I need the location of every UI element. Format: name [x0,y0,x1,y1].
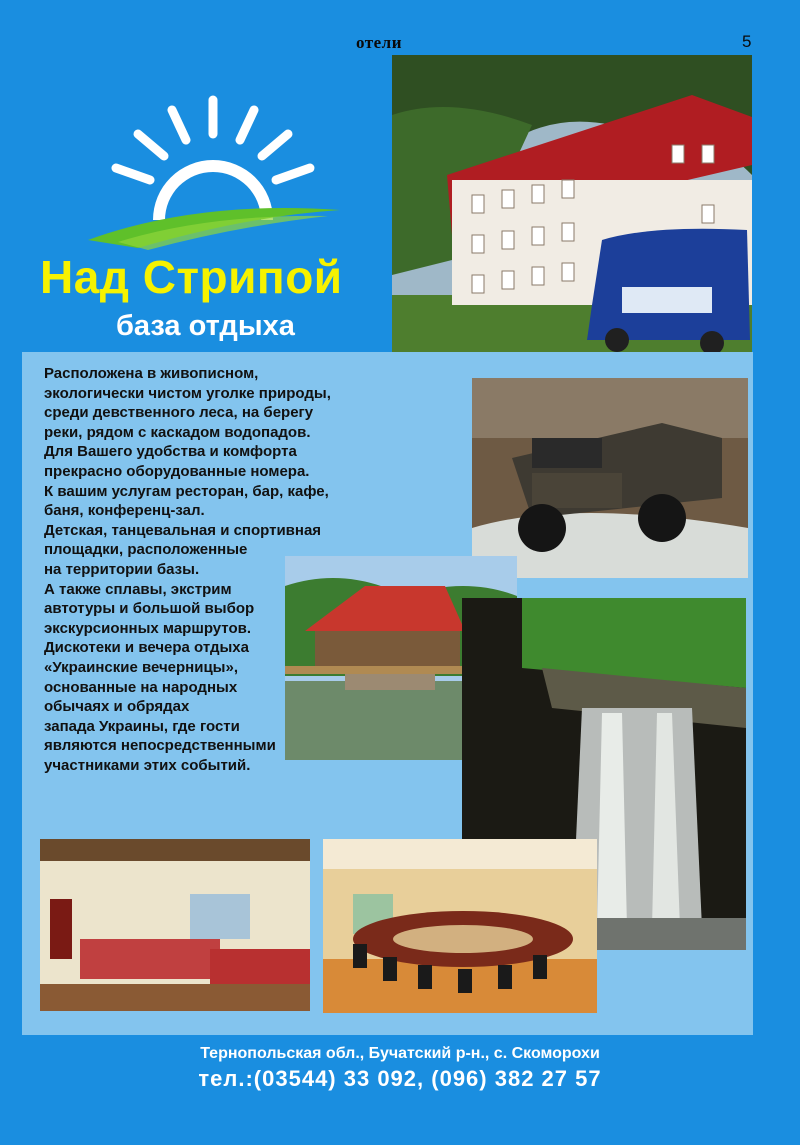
description-line: Дискотеки и вечера отдыха [44,639,249,657]
description-line: прекрасно оборудованные номера. [44,462,310,480]
description-line: «Украинские вечерницы», [44,658,239,676]
description-line: экологически чистом уголке природы, [44,384,331,402]
description-text [44,364,364,775]
brand-title: Над Стрипой [40,251,343,303]
description-line: А также сплавы, экстрим [44,580,232,598]
offroad-jeep-photo [472,378,748,578]
description-line: являются непосредственными [44,737,276,755]
description-line: реки, рядом с каскадом водопадов. [44,423,311,441]
description-line: К вашим услугам ресторан, бар, кафе, [44,482,329,500]
description-line: участниками этих событий. [44,756,251,774]
page-number: 5 [742,32,752,51]
description-line: Детская, танцевальная и спортивная [44,521,322,539]
description-line: площадки, расположенные [44,541,248,559]
conference-room-photo [323,839,597,1013]
description-line: на территории базы. [44,560,200,578]
brand-subtitle: база отдыха [116,310,295,342]
description-line: основанные на народных [44,678,238,696]
address-text: Тернопольская обл., Бучатский р-н., с. Скоморохи [200,1045,600,1062]
description-line: Для Вашего удобства и комфорта [44,443,297,461]
description-line: обычаях и обрядах [44,698,190,716]
bedroom-photo [40,839,310,1011]
description-line: запада Украины, где гости [44,717,240,735]
section-label: отели [356,33,403,52]
description-line: Расположена в живописном, [44,365,259,382]
description-line: баня, конференц-зал. [44,502,205,520]
description-line: автотуры и большой выбор [44,600,255,618]
sun-logo [78,92,348,257]
phone-text: тел.:(03544) 33 092, (096) 382 27 57 [198,1066,602,1091]
description-line: экскурсионных маршрутов. [44,619,252,637]
description-line: среди девственного леса, на берегу [44,404,314,422]
hotel-building-photo [392,55,752,353]
